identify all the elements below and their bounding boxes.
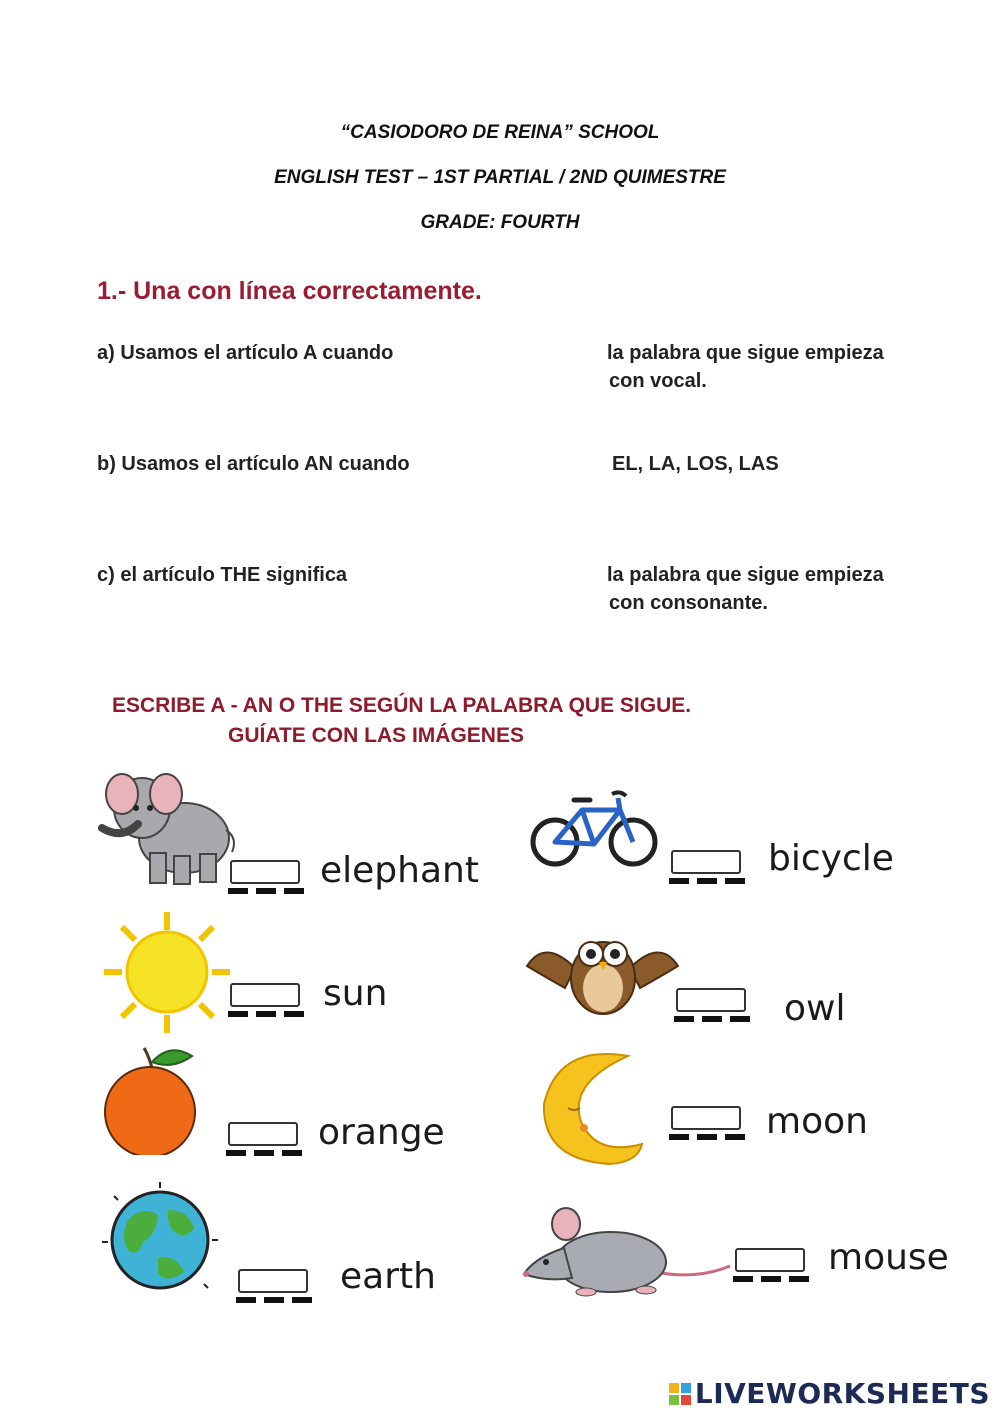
liveworksheets-brand [669, 1377, 990, 1410]
word-earth: earth [340, 1256, 436, 1297]
earth-image [98, 1180, 223, 1300]
answer-line-sun [228, 1011, 304, 1017]
answer-box-moon[interactable] [671, 1106, 741, 1130]
section2-instruction: ESCRIBE A - AN O THE SEGÚN LA PALABRA QUE SIGUE. [112, 694, 692, 717]
answer-box-sun[interactable] [230, 983, 300, 1007]
match-left-a[interactable]: a) Usamos el artículo A cuando [97, 342, 394, 364]
word-sun: sun [323, 973, 388, 1014]
match-right-1-line2: con vocal. [609, 370, 707, 392]
answer-box-elephant[interactable] [230, 860, 300, 884]
answer-box-mouse[interactable] [735, 1248, 805, 1272]
match-right-3-line2: con consonante. [609, 592, 768, 614]
brand-text: LIVEWORKSHEETS [694, 1377, 990, 1410]
answer-line-moon [669, 1134, 745, 1140]
answer-line-mouse [733, 1276, 809, 1282]
match-left-b[interactable]: b) Usamos el artículo AN cuando [97, 453, 410, 475]
match-right-2[interactable] [612, 450, 779, 478]
answer-box-bicycle[interactable] [671, 850, 741, 874]
word-owl: owl [784, 988, 846, 1029]
word-moon: moon [766, 1101, 868, 1142]
liveworksheets-logo-icon [669, 1383, 691, 1405]
word-mouse: mouse [828, 1237, 949, 1278]
match-right-1-line1: la palabra que sigue empieza [607, 342, 884, 364]
answer-line-orange [226, 1150, 302, 1156]
orange-image [100, 1040, 210, 1155]
match-right-2-line1: EL, LA, LOS, LAS [612, 453, 779, 475]
answer-line-bicycle [669, 878, 745, 884]
school-title: “CASIODORO DE REINA” SCHOOL [340, 122, 660, 143]
bicycle-image [530, 780, 660, 875]
word-bicycle: bicycle [768, 838, 894, 879]
word-orange: orange [318, 1112, 445, 1153]
answer-line-owl [674, 1016, 750, 1022]
moon-image [538, 1048, 648, 1168]
answer-line-elephant [228, 888, 304, 894]
answer-box-owl[interactable] [676, 988, 746, 1012]
match-left-c[interactable]: c) el artículo THE significa [97, 564, 348, 586]
section2-instruction-2: GUÍATE CON LAS IMÁGENES [228, 724, 524, 747]
section1-title: 1.- Una con línea correctamente. [97, 277, 482, 305]
grade-title: GRADE: FOURTH [420, 212, 580, 233]
word-elephant: elephant [320, 850, 479, 891]
answer-box-earth[interactable] [238, 1269, 308, 1293]
test-title: ENGLISH TEST – 1ST PARTIAL / 2ND QUIMESTRE [274, 167, 726, 188]
sun-image [100, 910, 235, 1035]
answer-box-orange[interactable] [228, 1122, 298, 1146]
owl-image [525, 918, 680, 1018]
mouse-image [516, 1200, 734, 1300]
match-right-3[interactable] [607, 561, 884, 617]
elephant-image [92, 768, 242, 888]
answer-line-earth [236, 1297, 312, 1303]
match-right-1[interactable] [607, 339, 884, 395]
match-right-3-line1: la palabra que sigue empieza [607, 564, 884, 586]
